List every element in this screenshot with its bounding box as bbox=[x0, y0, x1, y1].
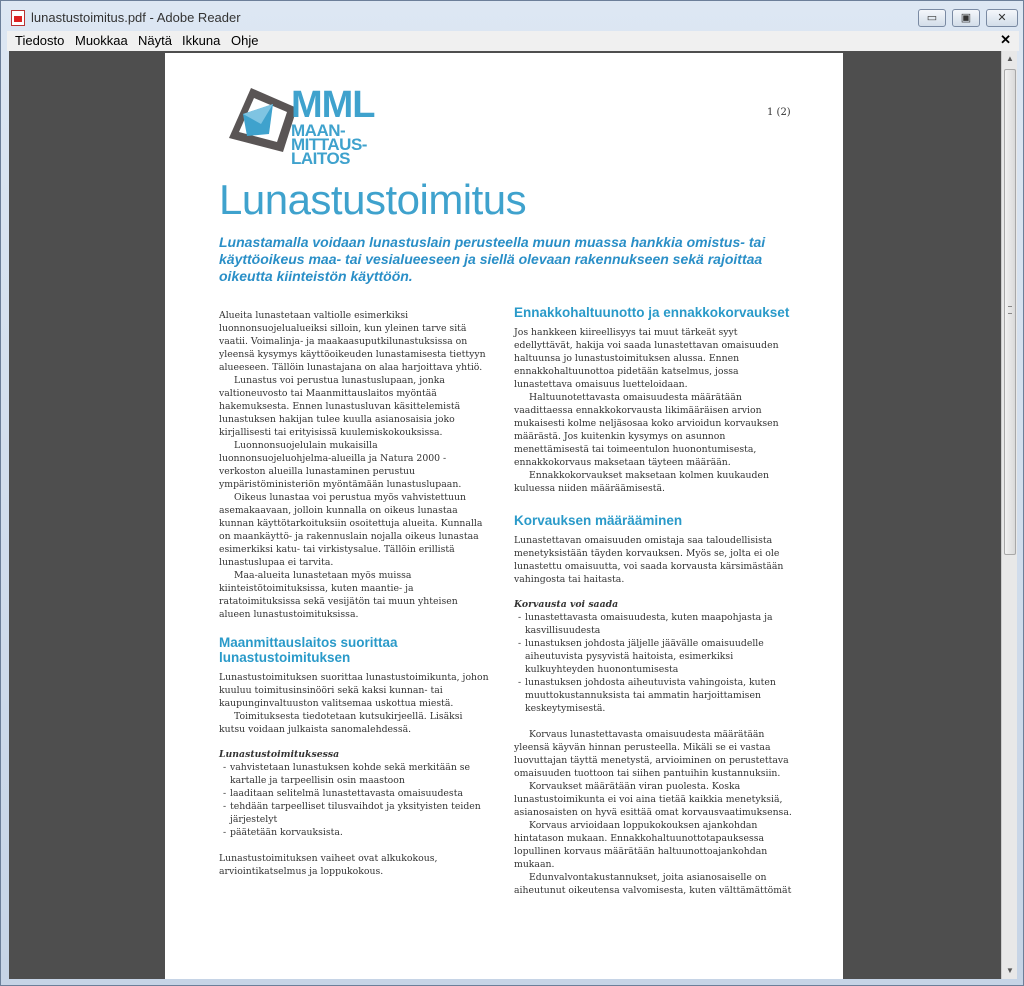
list-item: - laaditaan selitelmä lunastettavasta omaisuudesta bbox=[219, 787, 491, 800]
scroll-thumb[interactable] bbox=[1004, 69, 1016, 555]
right-paragraph-5: Korvaus lunastettavasta omaisuudesta määrätään yleensä käyvän hinnan perusteella. Mikäli se ei vastaa luovuttajan täyttä menetystä, arvioiminen on perustettava omaisuuden tuottoon tai siihen pantuihin kustannuksiin. bbox=[514, 729, 789, 779]
title-bar bbox=[1, 1, 1023, 31]
close-document-icon[interactable]: ✕ bbox=[1000, 32, 1011, 47]
vertical-scrollbar[interactable] bbox=[1001, 51, 1017, 979]
left-paragraph-1: Alueita lunastetaan valtiolle esimerkiksi luonnonsuojelualueiksi silloin, kun yleinen tarve sitä vaatii. Voimalinja- ja maakaasuputkilunastuksissa on yleensä kysymys käyttöoikeuden lunastamisesta tiettyyn alueeseen. Tällöin lunastajana on alaa harjoittava yhtiö. bbox=[219, 310, 486, 373]
minimize-button[interactable]: ▭ bbox=[918, 9, 946, 27]
menu-window[interactable]: Ikkuna bbox=[182, 33, 221, 48]
scroll-up-icon[interactable]: ▲ bbox=[1006, 54, 1014, 63]
left-column bbox=[219, 309, 491, 878]
list-item: - lunastuksen johdosta aiheutuvista vahingoista, kuten muuttokustannuksista tai ammatin harjoittamisen keskeytymisestä. bbox=[514, 676, 794, 715]
logo-wordmark: MML bbox=[291, 84, 375, 126]
document-title: Lunastustoimitus bbox=[219, 176, 527, 223]
page-number: 1 (2) bbox=[767, 107, 791, 118]
mml-logo-icon bbox=[221, 86, 299, 154]
left-paragraph-3: Luonnonsuojelulain mukaisilla luonnonsuojeluohjelma-alueilla ja Natura 2000 -verkoston alueilla lunastaminen perustuu ympäristöministeriön myöntämään lunastuslupaan. bbox=[219, 440, 462, 490]
right-paragraph-6: Korvaukset määrätään viran puolesta. Koska lunastustoimikunta ei voi aina tietää kaikkia menetyksiä, asianosaisten on hyvä esittää omat korvausvaatimuksensa. bbox=[514, 781, 792, 818]
logo-line-2: MITTAUS- bbox=[291, 135, 367, 154]
lead-paragraph: Lunastamalla voidaan lunastuslain perusteella muun muassa hankkia omistus- tai käyttöoikeus maa- tai vesialueeseen ja siellä olevaan rakennukseen sekä rajoittaa oikeutta kiinteistön käyttöön. bbox=[219, 234, 766, 284]
grip-icon bbox=[1008, 306, 1012, 314]
right-paragraph-8: Edunvalvontakustannukset, joita asianosaiselle on aiheutunut oikeutensa valvomisesta, kuten välttämättömät bbox=[514, 872, 792, 896]
pdf-file-icon bbox=[11, 10, 25, 26]
right-paragraph-4: Lunastettavan omaisuuden omistaja saa taloudellisista menetyksistään täyden korvauksen. Myös se, jolta ei ole lunastettu omaisuutta, voi saada korvausta kärsimästään vahingosta tai haitasta. bbox=[514, 535, 784, 585]
list-item: - lunastuksen johdosta jäljelle jäävälle omaisuudelle aiheutuvista pysyvistä haitoista, esimerkiksi kulkuyhteyden huonontumisesta bbox=[514, 637, 794, 676]
section-heading-mml: Maanmittauslaitos suorittaa lunastustoimituksen bbox=[219, 635, 398, 665]
menu-file[interactable]: Tiedosto bbox=[15, 33, 65, 48]
document-viewer[interactable] bbox=[9, 51, 1001, 979]
list-item: - päätetään korvauksista. bbox=[219, 826, 491, 839]
left-paragraph-2: Lunastus voi perustua lunastuslupaan, jonka valtioneuvosto tai Maanmittauslaitos myöntää hakemuksesta. Ennen lunastusluvan käsittelemistä lunastuksen hakijan tulee kuulla asianosaisia joko kirjallisesti tai erityisissä kuulemiskokouksissa. bbox=[219, 375, 461, 438]
left-paragraph-5: Maa-alueita lunastetaan myös muissa kiinteistötoimituksissa, kuten maantie- ja ratatoimituksissa sekä vesijätön tai muun yhteisen alueen lunastustoimituksissa. bbox=[219, 570, 458, 620]
left-paragraph-4: Oikeus lunastaa voi perustua myös vahvistettuun asemakaavaan, jolloin kunnalla on oikeus lunastaa kunnan käyttötarkoituksiin osoitettuja alueita. Kunnalla on maankäyttö- ja rakennuslain nojalla oikeus lunastaa esimerkiksi katu- tai virkistysalue. Tällöin erillistä lunastuslupaa ei tarvita. bbox=[219, 492, 483, 568]
window-title: lunastustoimitus.pdf - Adobe Reader bbox=[31, 10, 241, 25]
scroll-down-icon[interactable]: ▼ bbox=[1006, 966, 1014, 975]
right-list bbox=[514, 611, 794, 715]
logo-line-1: MAAN- bbox=[291, 121, 346, 140]
menu-edit[interactable]: Muokkaa bbox=[75, 33, 128, 48]
pdf-page bbox=[165, 53, 843, 979]
list-item: - lunastettavasta omaisuudesta, kuten maapohjasta ja kasvillisuudesta bbox=[514, 611, 794, 637]
section-heading-korvaus: Korvauksen määrääminen bbox=[514, 513, 683, 528]
menu-help[interactable]: Ohje bbox=[231, 33, 259, 48]
list-item: - vahvistetaan lunastuksen kohde sekä merkitään se kartalle ja tarpeellisin osin maastoon bbox=[219, 761, 491, 787]
right-column bbox=[514, 305, 794, 897]
left-paragraph-8: Lunastustoimituksen vaiheet ovat alkukokous, arviointikatselmus ja loppukokous. bbox=[219, 853, 438, 877]
maximize-button[interactable]: ▣ bbox=[952, 9, 980, 27]
menu-view[interactable]: Näytä bbox=[138, 33, 172, 48]
logo-line-3: LAITOS bbox=[291, 149, 351, 168]
section-heading-ennakko: Ennakkohaltuunotto ja ennakkokorvaukset bbox=[514, 305, 790, 320]
subheading-korvausta: Korvausta voi saada bbox=[514, 599, 619, 610]
right-paragraph-7: Korvaus arvioidaan loppukokouksen ajankohdan hintatason mukaan. Ennakkohaltuunottotapauksessa lopullinen korvaus määrätään haltuunottoajankohdan mukaan. bbox=[514, 820, 768, 870]
right-paragraph-2: Haltuunotettavasta omaisuudesta määrätään vaadittaessa ennakkokorvausta likimääräisen arvion mukaisesti kolme neljäsosaa koko arvioidun korvauksen määrästä. Jos kuitenkin kysymys on asunnon menettämisestä tai toimeentulon huonontumisesta, ennakkokorvaus maksetaan täyteen määrään. bbox=[514, 392, 779, 468]
menu-bar bbox=[7, 31, 1019, 51]
right-paragraph-1: Jos hankkeen kiireellisyys tai muut tärkeät syyt edellyttävät, hakija voi saada lunastettavan omaisuuden haltuunsa jo lunastustoimituksen alussa. Ennen ennakkohaltuunottoa pidetään katselmus, jossa lunastettava omaisuus luetteloidaan. bbox=[514, 327, 779, 390]
left-paragraph-7: Toimituksesta tiedotetaan kutsukirjeellä. Lisäksi kutsu voidaan julkaista sanomalehdessä. bbox=[219, 711, 463, 735]
list-item: - tehdään tarpeelliset tilusvaihdot ja yksityisten teiden järjestelyt bbox=[219, 800, 491, 826]
right-paragraph-3: Ennakkokorvaukset maksetaan kolmen kuukauden kuluessa niiden määräämisestä. bbox=[514, 470, 769, 494]
left-list bbox=[219, 761, 491, 839]
close-button[interactable]: ✕ bbox=[986, 9, 1018, 27]
subheading-lunastustoimituksessa: Lunastustoimituksessa bbox=[219, 749, 340, 760]
left-paragraph-6: Lunastustoimituksen suorittaa lunastustoimikunta, johon kuuluu toimitusinsinööri sekä kaksi kunnan- tai kaupunginvaltuuston valitsemaa uskottua miestä. bbox=[219, 672, 489, 709]
